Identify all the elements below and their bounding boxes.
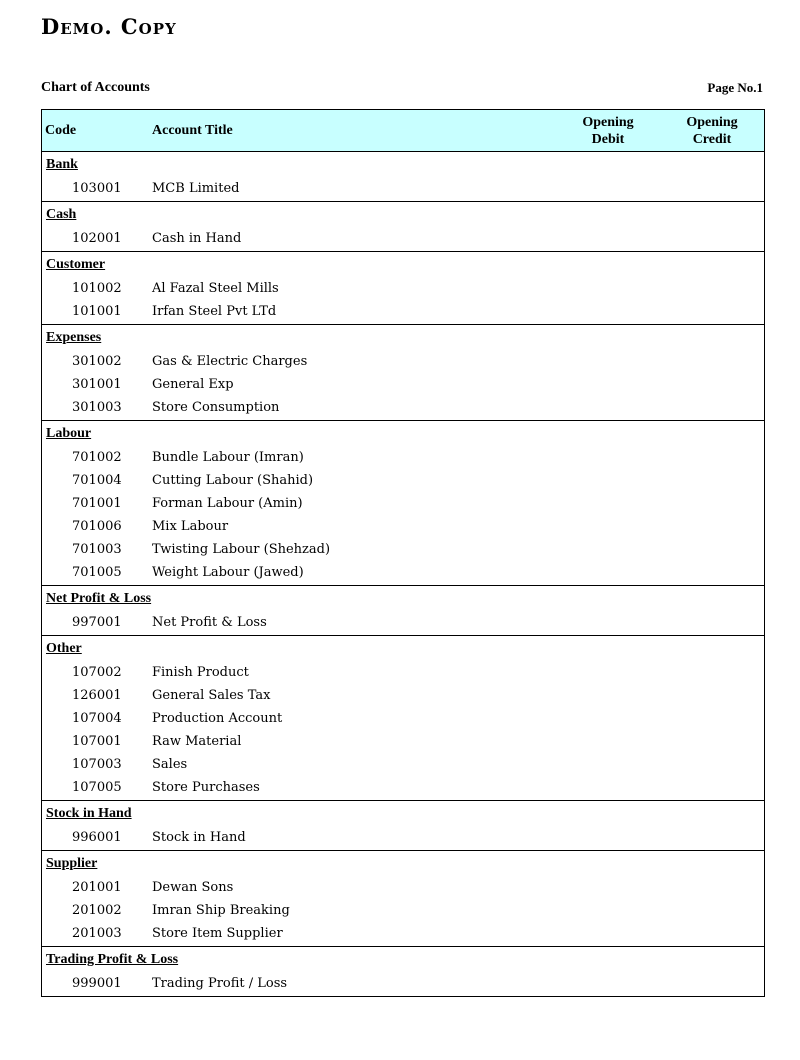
account-title: Cutting Labour (Shahid) xyxy=(152,473,314,488)
accounts-table xyxy=(41,109,765,997)
account-code: 107004 xyxy=(72,711,122,726)
account-group xyxy=(42,325,764,421)
account-code: 107003 xyxy=(72,757,122,772)
account-title: Dewan Sons xyxy=(152,880,234,895)
account-code: 301001 xyxy=(72,377,122,392)
account-group xyxy=(42,586,764,636)
column-header-code: Code xyxy=(45,123,77,138)
table-row xyxy=(42,775,764,798)
table-row xyxy=(42,971,764,994)
table-row xyxy=(42,176,764,199)
group-heading: Trading Profit & Loss xyxy=(46,952,179,967)
account-group xyxy=(42,421,764,586)
group-heading: Cash xyxy=(46,207,77,222)
account-title: Net Profit & Loss xyxy=(152,615,267,630)
group-heading: Supplier xyxy=(46,856,98,871)
column-header-opening-debit: Opening Debit xyxy=(582,115,634,147)
table-row xyxy=(42,395,764,418)
table-row xyxy=(42,226,764,249)
table-row xyxy=(42,349,764,372)
account-title: Imran Ship Breaking xyxy=(152,903,290,918)
account-title: Stock in Hand xyxy=(152,830,246,845)
account-title: Store Consumption xyxy=(152,400,280,415)
account-code: 999001 xyxy=(72,976,122,991)
account-code: 701004 xyxy=(72,473,122,488)
table-row xyxy=(42,537,764,560)
column-header-account-title: Account Title xyxy=(152,123,233,138)
account-code: 701001 xyxy=(72,496,122,511)
account-title: Sales xyxy=(152,757,188,772)
account-group xyxy=(42,947,764,997)
table-header xyxy=(42,109,764,152)
column-header-opening-credit: Opening Credit xyxy=(686,115,738,147)
account-title: General Exp xyxy=(152,377,234,392)
account-title: Store Purchases xyxy=(152,780,260,795)
table-row xyxy=(42,683,764,706)
table-row xyxy=(42,706,764,729)
account-title: Bundle Labour (Imran) xyxy=(152,450,304,465)
account-code: 701003 xyxy=(72,542,122,557)
account-code: 107005 xyxy=(72,780,122,795)
account-code: 101001 xyxy=(72,304,122,319)
table-row xyxy=(42,372,764,395)
account-title: Production Account xyxy=(152,711,283,726)
account-title: General Sales Tax xyxy=(152,688,271,703)
table-row xyxy=(42,752,764,775)
report-title: Chart of Accounts xyxy=(41,80,150,95)
account-title: Gas & Electric Charges xyxy=(152,354,308,369)
account-code: 997001 xyxy=(72,615,122,630)
account-code: 996001 xyxy=(72,830,122,845)
account-code: 107001 xyxy=(72,734,122,749)
account-code: 102001 xyxy=(72,231,122,246)
account-group xyxy=(42,636,764,801)
account-group xyxy=(42,152,764,202)
account-group xyxy=(42,252,764,325)
table-row xyxy=(42,514,764,537)
table-row xyxy=(42,610,764,633)
table-row xyxy=(42,560,764,583)
account-code: 301002 xyxy=(72,354,122,369)
account-group xyxy=(42,202,764,252)
account-code: 107002 xyxy=(72,665,122,680)
table-row xyxy=(42,729,764,752)
table-row xyxy=(42,468,764,491)
group-heading: Expenses xyxy=(46,330,102,345)
account-group xyxy=(42,801,764,851)
account-title: Al Fazal Steel Mills xyxy=(152,281,279,296)
account-code: 101002 xyxy=(72,281,122,296)
group-heading: Other xyxy=(46,641,82,656)
account-code: 301003 xyxy=(72,400,122,415)
account-code: 701005 xyxy=(72,565,122,580)
account-title: Irfan Steel Pvt LTd xyxy=(152,304,277,319)
account-title: Weight Labour (Jawed) xyxy=(152,565,304,580)
account-title: MCB Limited xyxy=(152,181,240,196)
account-title: Forman Labour (Amin) xyxy=(152,496,303,511)
account-title: Twisting Labour (Shehzad) xyxy=(152,542,331,557)
account-code: 201001 xyxy=(72,880,122,895)
group-heading: Labour xyxy=(46,426,92,441)
table-row xyxy=(42,276,764,299)
account-code: 701006 xyxy=(72,519,122,534)
table-row xyxy=(42,299,764,322)
account-code: 103001 xyxy=(72,181,122,196)
account-title: Mix Labour xyxy=(152,519,229,534)
table-row xyxy=(42,825,764,848)
table-row xyxy=(42,445,764,468)
account-title: Store Item Supplier xyxy=(152,926,283,941)
table-row xyxy=(42,898,764,921)
group-heading: Net Profit & Loss xyxy=(46,591,152,606)
account-title: Cash in Hand xyxy=(152,231,242,246)
group-heading: Customer xyxy=(46,257,106,272)
table-row xyxy=(42,921,764,944)
table-row xyxy=(42,660,764,683)
account-code: 701002 xyxy=(72,450,122,465)
demo-copy-watermark: Demo. Copy xyxy=(41,14,177,39)
account-title: Trading Profit / Loss xyxy=(152,976,288,991)
account-code: 126001 xyxy=(72,688,122,703)
page-number: Page No.1 xyxy=(707,80,763,95)
group-heading: Stock in Hand xyxy=(46,806,132,821)
table-body xyxy=(42,152,764,997)
account-title: Finish Product xyxy=(152,665,249,680)
account-code: 201002 xyxy=(72,903,122,918)
account-code: 201003 xyxy=(72,926,122,941)
table-row xyxy=(42,491,764,514)
table-row xyxy=(42,875,764,898)
account-group xyxy=(42,851,764,947)
account-title: Raw Material xyxy=(152,734,242,749)
group-heading: Bank xyxy=(46,157,78,172)
